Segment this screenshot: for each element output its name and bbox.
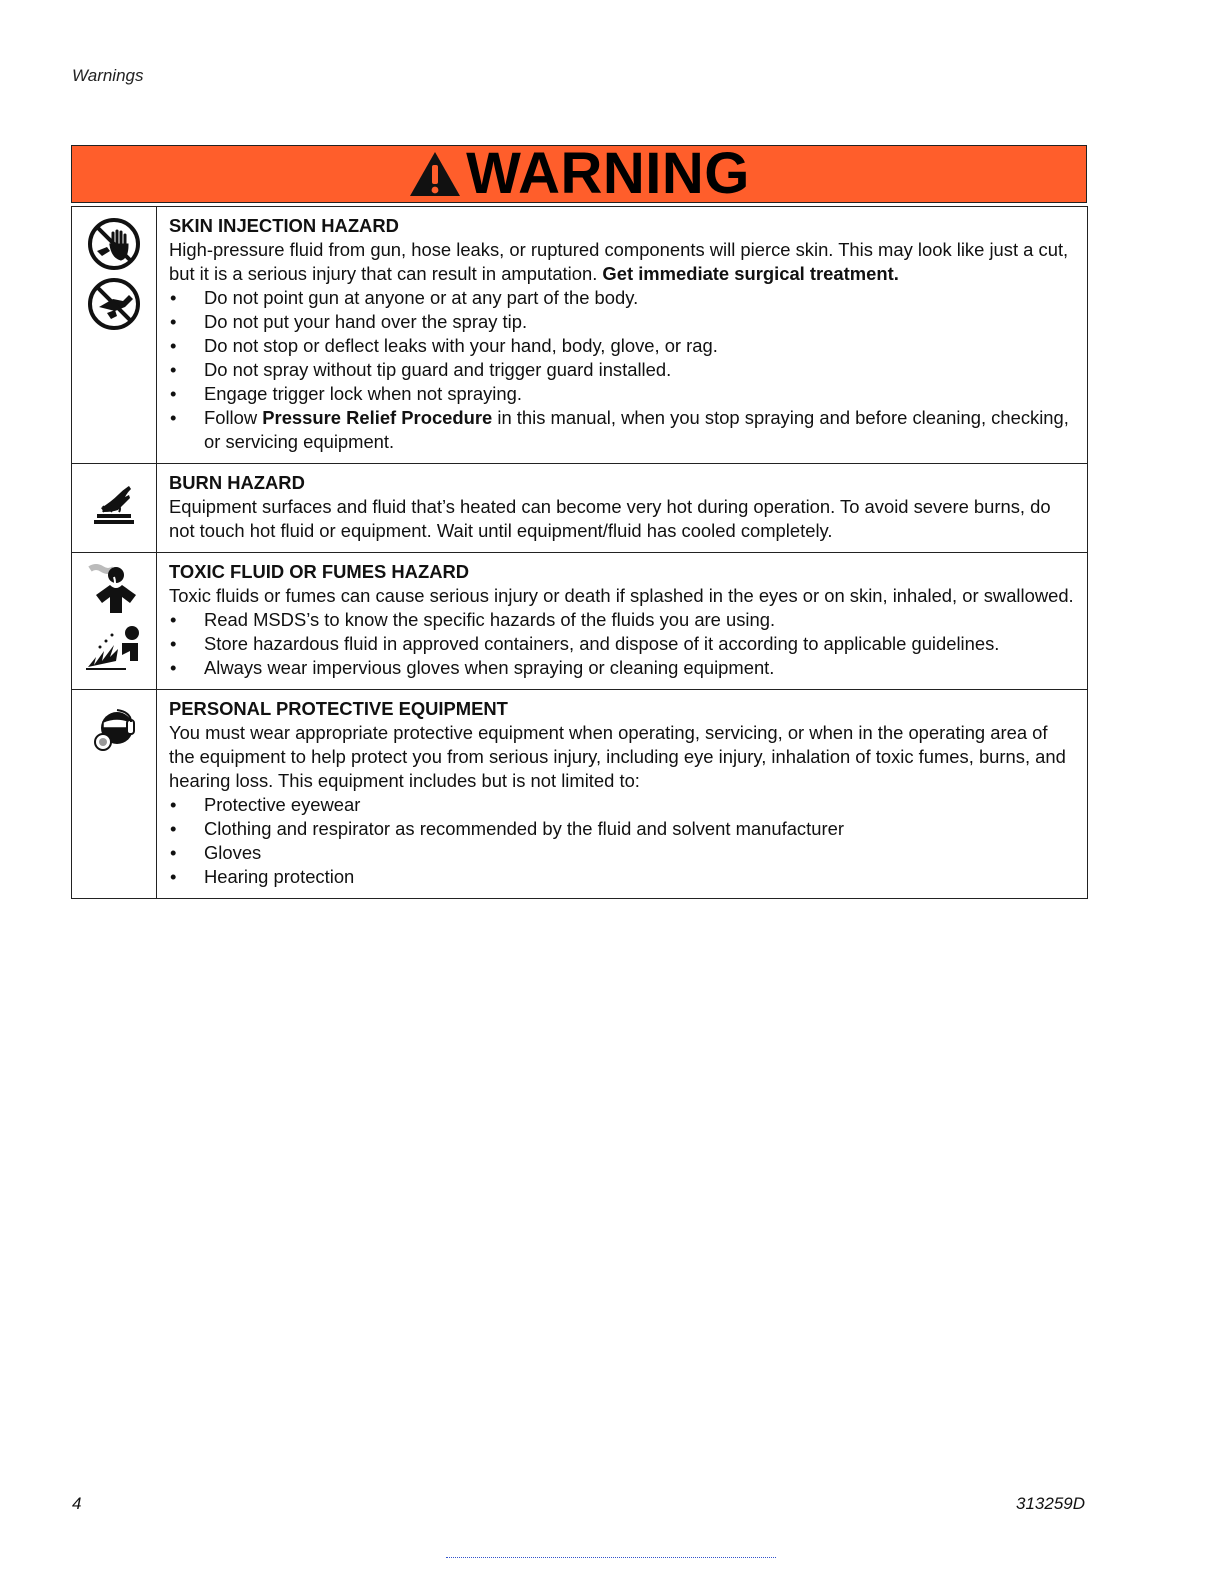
list-item: • Clothing and respirator as recommended by the fluid and solvent manufacturer	[169, 817, 1075, 841]
hazard-icons-cell	[72, 690, 157, 899]
list-item-text: in this manual, when you stop spraying and before cleaning, checking, or servicing equipment.	[204, 407, 1069, 452]
list-item: • Protective eyewear	[169, 793, 1075, 817]
hot-surface-icon	[89, 480, 139, 530]
hazard-description: Toxic fluids or fumes can cause serious injury or death if splashed in the eyes or on skin, inhaled, or swallowed.	[169, 585, 1074, 606]
hazard-title: TOXIC FLUID OR FUMES HAZARD	[169, 561, 470, 582]
hazard-text-cell	[157, 464, 1088, 553]
hazard-title: SKIN INJECTION HAZARD	[169, 215, 399, 236]
list-item: • Do not stop or deflect leaks with your hand, body, glove, or rag.	[169, 334, 1075, 358]
procedure-reference: Pressure Relief Procedure	[262, 407, 493, 428]
warning-title: WARNING	[466, 141, 750, 206]
running-head: Warnings	[72, 66, 144, 85]
list-item: • Engage trigger lock when not spraying.	[169, 382, 1075, 406]
no-hand-injection-icon	[87, 217, 141, 271]
list-item	[169, 406, 1075, 454]
no-gun-pointing-icon	[87, 277, 141, 331]
hazard-bullets	[169, 286, 1075, 454]
toxic-fumes-icon	[86, 563, 142, 615]
hazard-text-cell	[157, 207, 1088, 464]
hazard-icons-cell	[72, 464, 157, 553]
list-item: • Read MSDS’s to know the specific hazards of the fluids you are using.	[169, 608, 1075, 632]
list-item: • Gloves	[169, 841, 1075, 865]
hazard-icons-cell	[72, 207, 157, 464]
hazard-text-cell	[157, 690, 1088, 899]
hazard-table	[71, 206, 1088, 899]
bottom-rule	[446, 1557, 776, 1558]
list-item: • Do not put your hand over the spray tip.	[169, 310, 1075, 334]
hazard-bullets	[169, 608, 1075, 680]
list-item: • Hearing protection	[169, 865, 1075, 889]
hazard-row-burn	[72, 464, 1088, 553]
hazard-description: Equipment surfaces and fluid that’s heated can become very hot during operation. To avoid severe burns, do not touch hot fluid or equipment. Wait until equipment/fluid has cooled completely.	[169, 496, 1051, 541]
hazard-icons-cell	[72, 553, 157, 690]
hazard-description: You must wear appropriate protective equipment when operating, servicing, or when in the operating area of the equipment to help protect you from serious injury, including eye injury, inhalation of toxic fumes, burns, and hearing loss. This equipment includes but is not limited to:	[169, 722, 1066, 791]
list-item: • Do not spray without tip guard and trigger guard installed.	[169, 358, 1075, 382]
hazard-description-emphasis: Get immediate surgical treatment.	[602, 263, 899, 284]
hazard-row-ppe	[72, 690, 1088, 899]
hazard-description-text: High-pressure fluid from gun, hose leaks, or ruptured components will pierce skin. This may look like just a cut, but it is a serious injury that can result in amputation.	[169, 239, 1069, 284]
hazard-text-cell	[157, 553, 1088, 690]
warning-triangle-icon	[408, 150, 462, 198]
list-item: • Do not point gun at anyone or at any part of the body.	[169, 286, 1075, 310]
page-number: 4	[72, 1494, 82, 1513]
hazard-row-skin-injection	[72, 207, 1088, 464]
hazard-title: PERSONAL PROTECTIVE EQUIPMENT	[169, 698, 508, 719]
hazard-title: BURN HAZARD	[169, 472, 305, 493]
protective-equipment-icon	[89, 706, 139, 756]
warning-banner	[71, 141, 1087, 206]
list-item: • Always wear impervious gloves when spraying or cleaning equipment.	[169, 656, 1075, 680]
hazard-description	[169, 238, 1075, 286]
document-number: 313259D	[1016, 1494, 1086, 1513]
splash-hazard-icon	[86, 621, 142, 673]
list-item: • Store hazardous fluid in approved containers, and dispose of it according to applicable guidelines.	[169, 632, 1075, 656]
hazard-row-toxic	[72, 553, 1088, 690]
list-item-text: Follow	[204, 407, 263, 428]
hazard-bullets	[169, 793, 1075, 889]
